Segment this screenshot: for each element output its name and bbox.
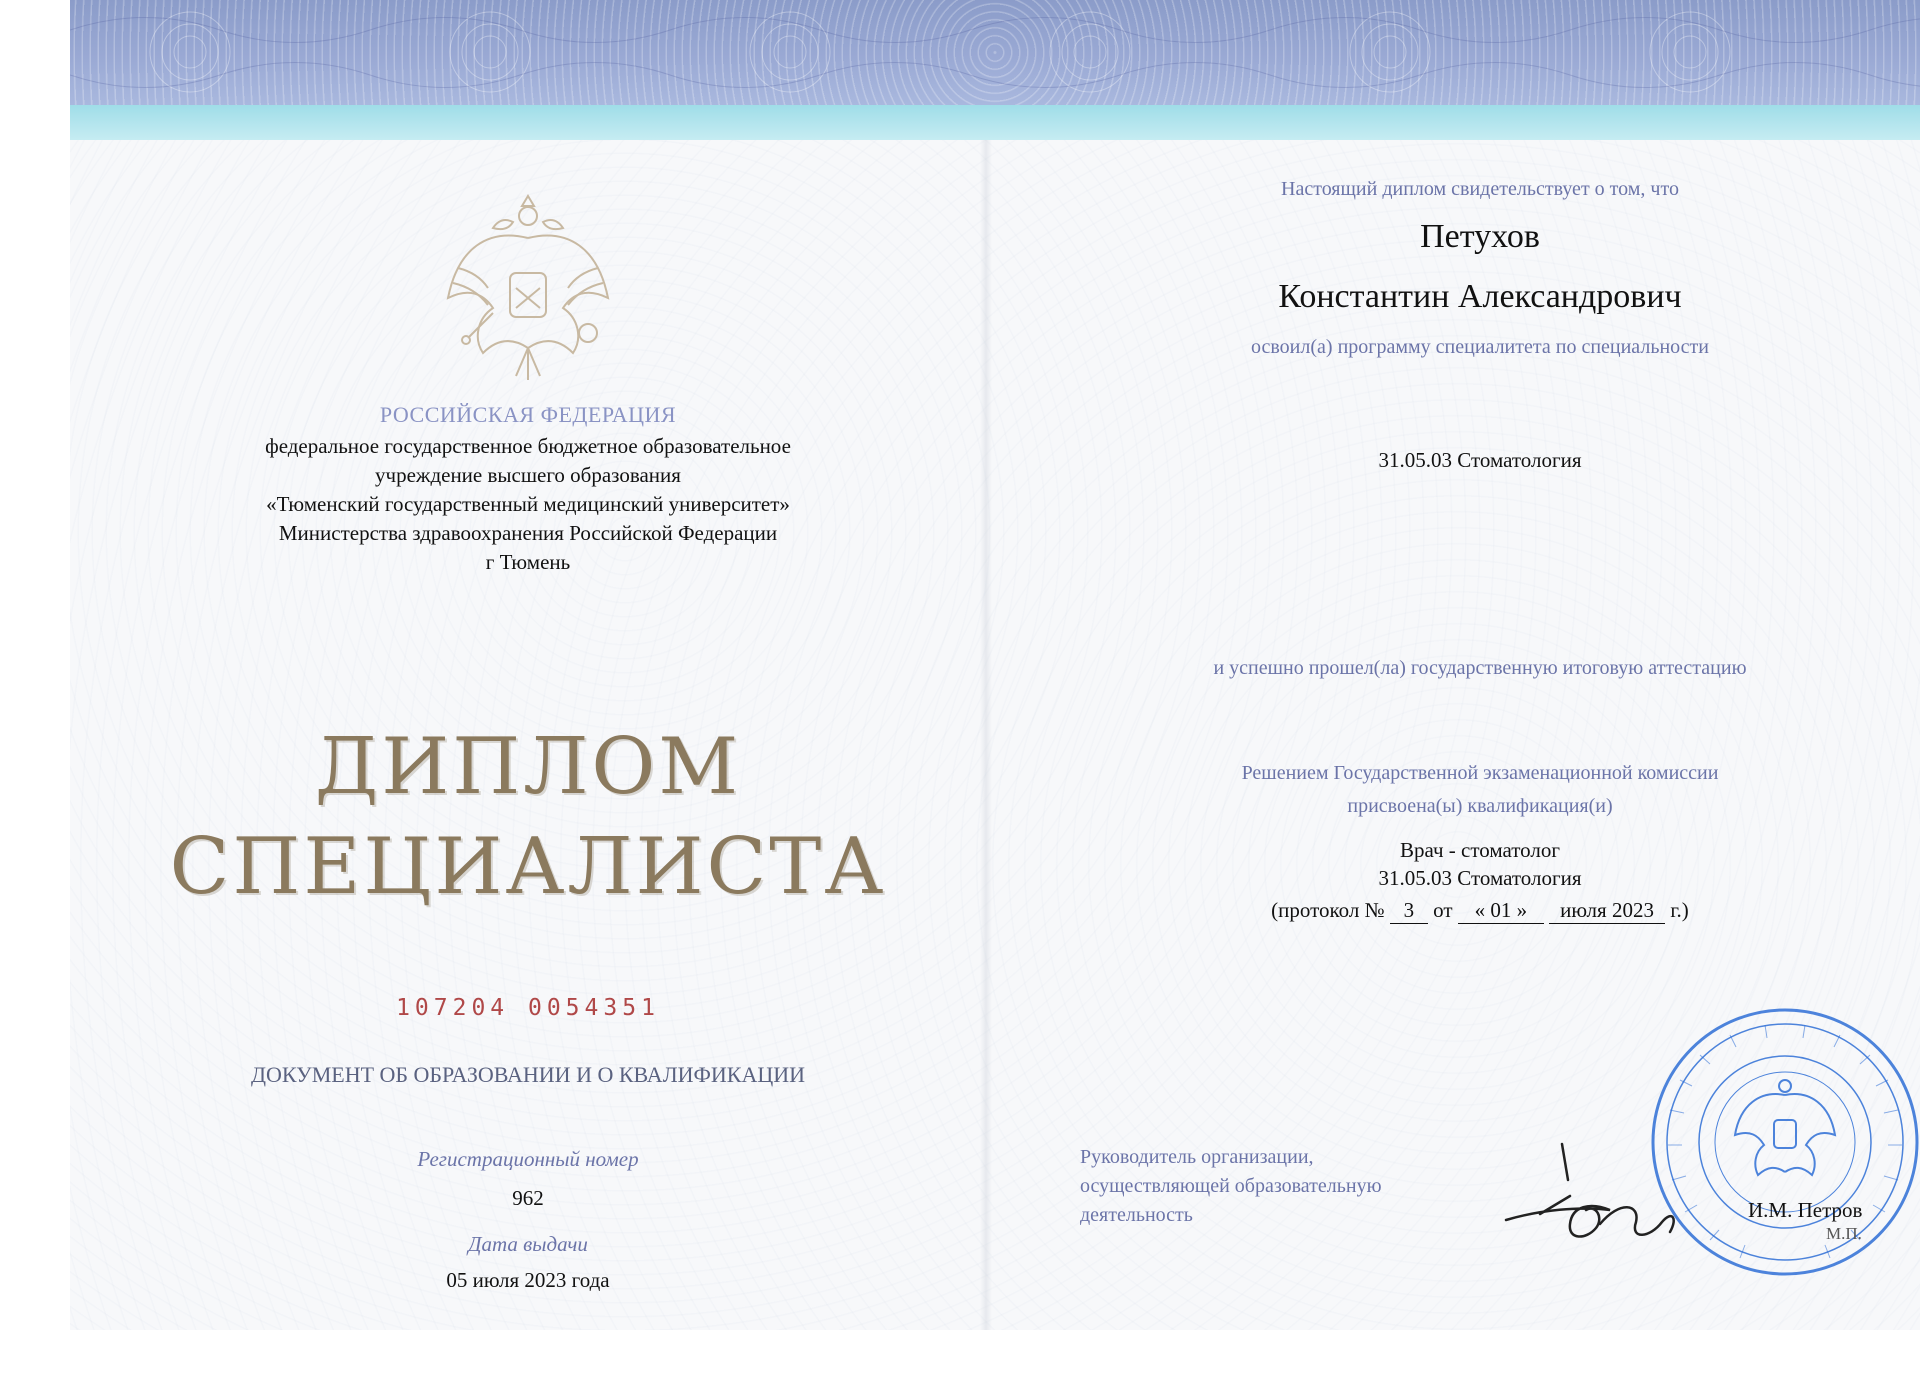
protocol-day-field	[1458, 898, 1544, 924]
issue-date: 05 июля 2023 года	[446, 1268, 610, 1292]
protocol-day-close: »	[1516, 898, 1528, 922]
qualification-specialty: 31.05.03 Стоматология	[1378, 866, 1582, 890]
surname: Петухов	[1420, 218, 1540, 255]
registration-number: 962	[512, 1186, 544, 1210]
page-fold	[980, 140, 992, 1330]
organization-line-1: федеральное государственное бюджетное образовательное	[265, 434, 791, 458]
serial-number: 107204 0054351	[396, 995, 660, 1021]
organization-line-3: «Тюменский государственный медицинский университет»	[266, 492, 790, 516]
name-patronymic: Константин Александрович	[1278, 278, 1682, 315]
guilloche-border	[70, 0, 1920, 105]
head-label-line-3: деятельность	[1080, 1204, 1193, 1226]
document-type: ДОКУМЕНТ ОБ ОБРАЗОВАНИИ И О КВАЛИФИКАЦИИ	[250, 1062, 805, 1087]
protocol-from: от	[1433, 898, 1453, 922]
commission-line-2: присвоена(ы) квалификация(и)	[1347, 795, 1613, 817]
coat-of-arms-icon	[438, 188, 618, 388]
signature-icon	[1500, 1140, 1720, 1260]
attestation-text: и успешно прошел(ла) государственную итоговую аттестацию	[1213, 657, 1747, 679]
protocol-month-year: июля 2023	[1549, 898, 1665, 924]
protocol-number: 3	[1390, 898, 1428, 924]
protocol-line	[1080, 898, 1880, 924]
specialty: 31.05.03 Стоматология	[1378, 448, 1582, 472]
head-name: И.М. Петров	[1748, 1198, 1863, 1222]
protocol-day: 01	[1490, 898, 1512, 922]
program-text: освоил(а) программу специалитета по специальности	[1251, 336, 1709, 358]
issue-date-label: Дата выдачи	[468, 1232, 588, 1256]
protocol-suffix: г.)	[1670, 898, 1689, 922]
organization-line-2: учреждение высшего образования	[375, 463, 681, 487]
seal-mark: М.П.	[1826, 1224, 1862, 1243]
certifies-text: Настоящий диплом свидетельствует о том, что	[1281, 178, 1679, 200]
qualification: Врач - стоматолог	[1399, 838, 1560, 862]
commission-line-1: Решением Государственной экзаменационной комиссии	[1241, 762, 1719, 784]
protocol-prefix: (протокол №	[1271, 898, 1385, 922]
diploma-title-line-1: ДИПЛОМ	[314, 722, 742, 812]
head-label-line-2: осуществляющей образовательную	[1080, 1175, 1382, 1197]
cyan-band	[70, 105, 1920, 140]
country-label: РОССИЙСКАЯ ФЕДЕРАЦИЯ	[379, 402, 677, 427]
guilloche-rosettes	[70, 0, 1920, 105]
registration-label: Регистрационный номер	[417, 1147, 639, 1171]
diploma-title-line-2: СПЕЦИАЛИСТА	[169, 822, 887, 912]
head-label-line-1: Руководитель организации,	[1080, 1146, 1314, 1168]
protocol-day-open: «	[1474, 898, 1486, 922]
organization-line-5: г Тюмень	[485, 550, 571, 574]
organization-line-4: Министерства здравоохранения Российской Федерации	[278, 521, 778, 545]
